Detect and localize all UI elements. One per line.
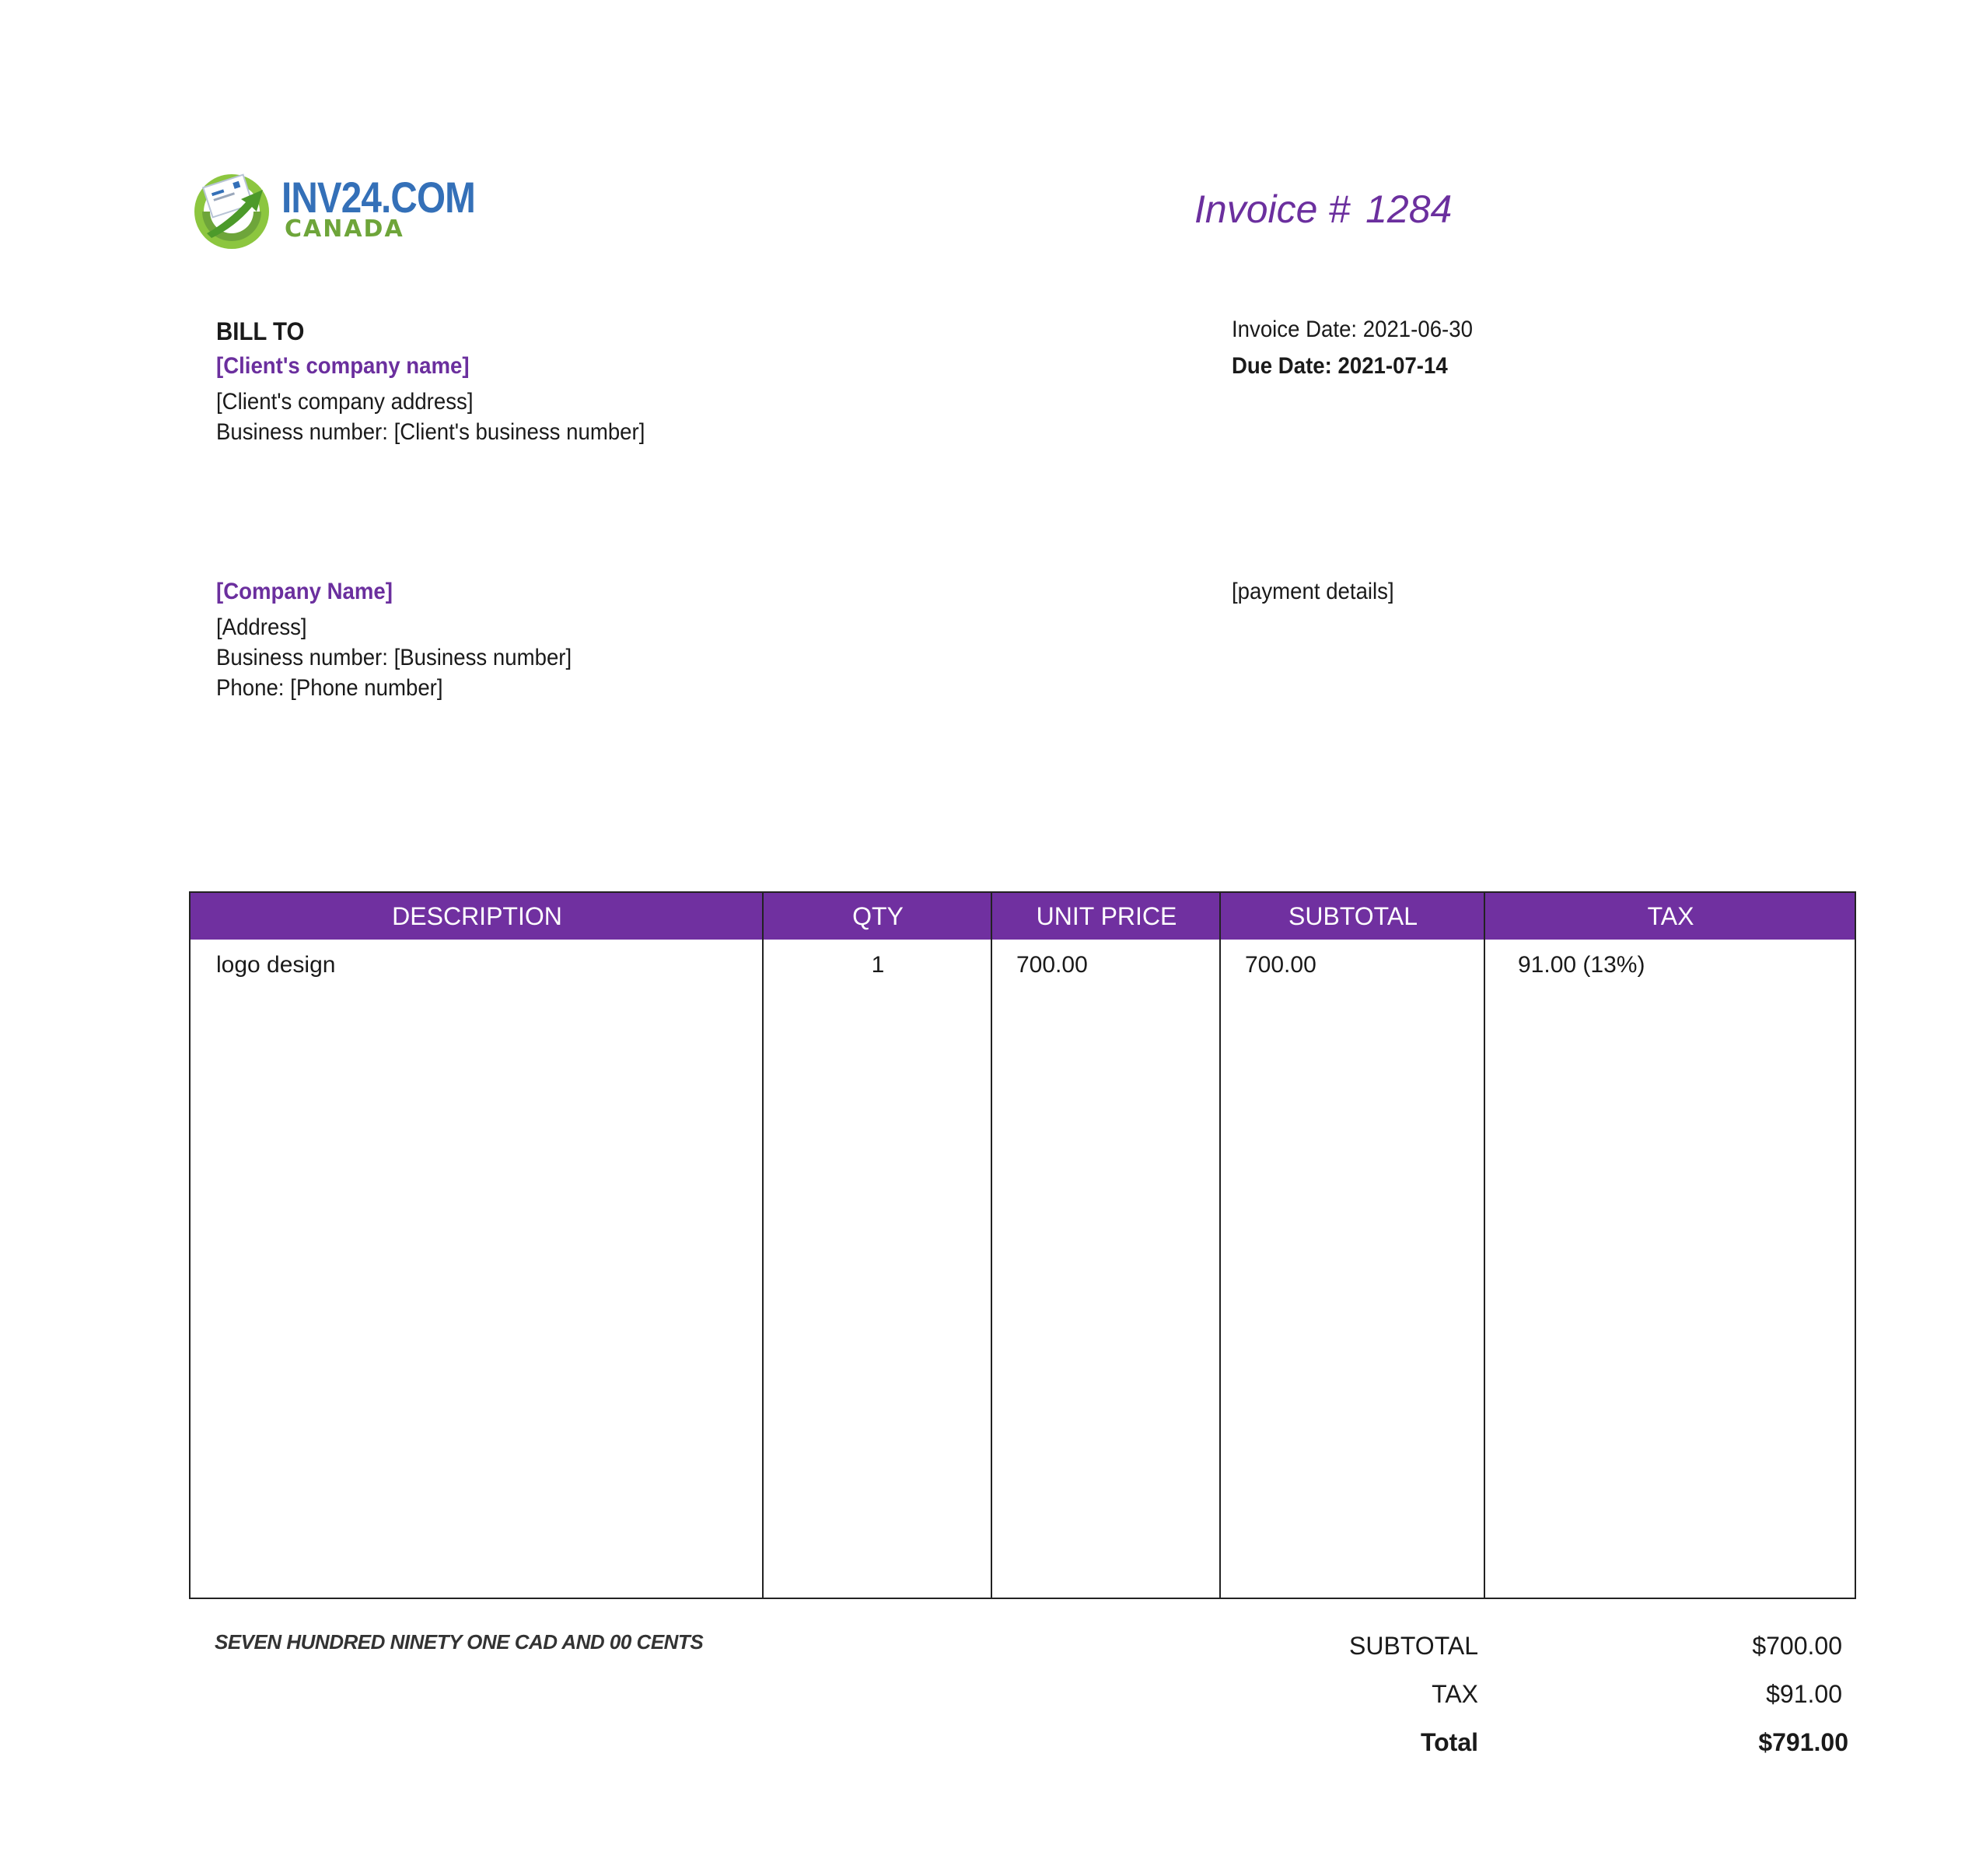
subtotal-label: SUBTOTAL [1349, 1632, 1478, 1660]
header-description: DESCRIPTION [392, 902, 562, 930]
due-date: Due Date: 2021-07-14 [1232, 353, 1448, 379]
row-qty: 1 [871, 952, 885, 978]
sender-company-name: [Company Name] [216, 579, 393, 604]
sender-address: [Address] [216, 614, 307, 640]
amount-in-words: SEVEN HUNDRED NINETY ONE CAD AND 00 CENTS [215, 1630, 704, 1654]
row-unit-price: 700.00 [1016, 952, 1088, 978]
invoice-title [1194, 187, 1453, 231]
due-date-value: 2021-07-14 [1337, 353, 1448, 379]
invoice-date: Invoice Date: 2021-06-30 [1232, 317, 1473, 342]
column-divider [991, 893, 992, 1598]
total-value: $791.00 [1758, 1728, 1848, 1756]
tax-value: $91.00 [1766, 1680, 1842, 1708]
bill-to-heading: BILL TO [216, 317, 305, 345]
header-qty: QTY [852, 902, 904, 930]
tax-label: TAX [1432, 1680, 1478, 1708]
sender-business-number: Business number: [Business number] [216, 645, 572, 670]
invoice-date-value: 2021-06-30 [1362, 317, 1473, 342]
header-subtotal: SUBTOTAL [1288, 902, 1418, 930]
column-divider [762, 893, 764, 1598]
row-subtotal: 700.00 [1245, 952, 1316, 978]
row-description: logo design [216, 952, 336, 978]
company-logo [191, 166, 475, 252]
subtotal-value: $700.00 [1752, 1632, 1842, 1660]
payment-details: [payment details] [1232, 579, 1394, 604]
sender-phone: Phone: [Phone number] [216, 675, 443, 701]
logo-main-text: INV24.COM [281, 173, 475, 222]
logo-emblem-icon [191, 166, 277, 252]
line-items-table [189, 891, 1856, 1599]
invoice-title-label: Invoice # [1194, 187, 1351, 231]
header-unit-price: UNIT PRICE [1036, 902, 1177, 930]
invoice-number: 1284 [1365, 187, 1453, 231]
column-divider [1219, 893, 1221, 1598]
client-company-address: [Client's company address] [216, 389, 474, 415]
client-company-name: [Client's company name] [216, 353, 470, 379]
row-tax: 91.00 (13%) [1518, 952, 1645, 978]
total-label: Total [1420, 1728, 1478, 1756]
table-header [191, 893, 1855, 940]
column-divider [1484, 893, 1485, 1598]
header-tax: TAX [1647, 902, 1694, 930]
client-business-number: Business number: [Client's business number] [216, 419, 645, 445]
logo-sub-text: CANADA [285, 215, 404, 243]
